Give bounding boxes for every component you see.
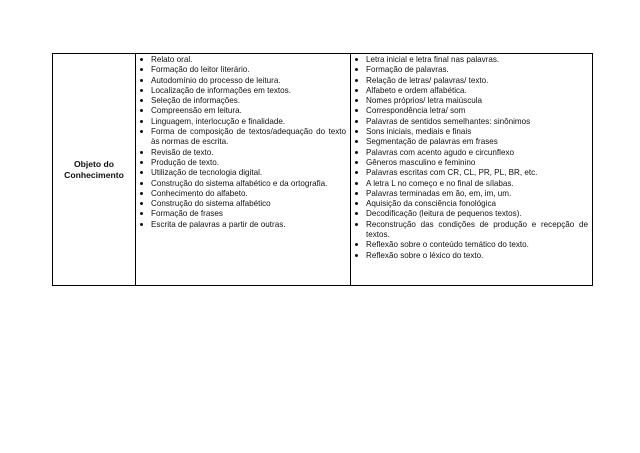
table-row [53, 54, 593, 286]
list-item-text: Reflexão sobre o conteúdo temático do texto. [366, 240, 529, 250]
list-item [355, 189, 588, 199]
list-item-text: Reconstrução das condições de produção e recepção de textos. [366, 219, 588, 240]
list-item [355, 148, 588, 158]
row-label [53, 159, 135, 181]
list-item [355, 55, 588, 65]
bullet-icon [140, 79, 143, 82]
bullet-icon [355, 161, 358, 164]
list-item-text: Palavras de sentidos semelhantes: sinônimos [366, 116, 531, 126]
bullet-icon [355, 140, 358, 143]
list-item [140, 199, 346, 209]
list-item-text: Construção do sistema alfabético [151, 199, 271, 209]
list-item-text: Escrita de palavras a partir de outras. [151, 219, 286, 229]
list-item-text: Decodificação (leitura de pequenos textos). [366, 209, 522, 219]
bullet-icon [355, 212, 358, 215]
list-item [355, 220, 588, 241]
bullet-icon [140, 89, 143, 92]
list-item-text: Segmentação de palavras em frases [366, 137, 498, 147]
list-item-text: Gêneros masculino e feminino [366, 157, 476, 167]
list-item-text: Correspondência letra/ som [366, 106, 466, 116]
curriculum-table [52, 53, 593, 286]
list-item-text: Palavras terminadas em ão, em, im, um. [366, 188, 512, 198]
bullet-icon [140, 212, 143, 215]
bullet-icon [140, 109, 143, 112]
list-item-text: Aquisição da consciência fonológica [366, 199, 497, 209]
list-item [140, 55, 346, 65]
list-item [355, 240, 588, 250]
list-item-text: A letra L no começo e no final de sílabas. [366, 178, 514, 188]
list-item [355, 127, 588, 137]
list-item-text: Relação de letras/ palavras/ texto. [366, 75, 489, 85]
list-item-text: Letra inicial e letra final nas palavras. [366, 55, 500, 64]
bullet-icon [355, 223, 358, 226]
list-item-text: Revisão de texto. [151, 147, 214, 157]
list-item-text: Autodomínio do processo de leitura. [151, 75, 281, 85]
list-item-text: Forma de composição de textos/adequação do texto às normas de escrita. [151, 127, 346, 147]
list-item-text: Produção de texto. [151, 157, 219, 167]
list-item [140, 189, 346, 199]
list-item-text: Construção do sistema alfabético e da ortografia. [151, 178, 328, 188]
list-item-text: Linguagem, interlocução e finalidade. [151, 116, 286, 126]
bullet-list-left [136, 54, 350, 230]
list-item-text: Palavras com acento agudo e circunflexo [366, 147, 515, 157]
list-item [140, 220, 346, 230]
row-label-line-1: Objeto do [73, 158, 115, 169]
list-item-text: Palavras escritas com CR, CL, PR, PL, BR, etc. [366, 168, 538, 178]
list-item-text: Formação de frases [151, 209, 223, 219]
bullet-icon [140, 58, 143, 61]
list-item-text: Formação do leitor literário. [151, 65, 250, 75]
bullet-icon [140, 192, 143, 195]
list-item [140, 96, 346, 106]
bullet-icon [355, 89, 358, 92]
list-item-text: Relato oral. [151, 55, 193, 64]
bullet-icon [355, 99, 358, 102]
list-item [355, 76, 588, 86]
list-item-text: Localização de informações em textos. [151, 85, 291, 95]
bullet-icon [355, 79, 358, 82]
list-item [355, 137, 588, 147]
list-item [355, 158, 588, 168]
bullet-icon [140, 130, 143, 133]
list-item [140, 168, 346, 178]
list-item-text: Reflexão sobre o léxico do texto. [366, 250, 484, 260]
list-item [140, 65, 346, 75]
list-item-text: Compreensão em leitura. [151, 106, 242, 116]
list-item [140, 179, 346, 189]
row-label-cell [53, 54, 136, 286]
bullet-icon [355, 254, 358, 257]
list-item [355, 179, 588, 189]
list-item [140, 86, 346, 96]
list-item [355, 86, 588, 96]
list-item-text: Formação de palavras. [366, 65, 449, 75]
bullet-icon [355, 68, 358, 71]
bullet-icon [140, 182, 143, 185]
bullet-icon [140, 120, 143, 123]
bullet-icon [355, 109, 358, 112]
bullet-icon [140, 151, 143, 154]
list-item [140, 209, 346, 219]
bullet-icon [355, 192, 358, 195]
bullet-icon [140, 99, 143, 102]
list-item-text: Conhecimento do alfabeto. [151, 188, 248, 198]
content-cell-right [351, 54, 593, 286]
bullet-icon [355, 151, 358, 154]
content-cell-left [136, 54, 351, 286]
bullet-icon [140, 223, 143, 226]
list-item [355, 117, 588, 127]
bullet-icon [355, 58, 358, 61]
list-item [355, 96, 588, 106]
list-item [355, 168, 588, 178]
list-item [140, 127, 346, 148]
list-item-text: Utilização de tecnologia digital. [151, 168, 263, 178]
bullet-icon [355, 130, 358, 133]
bullet-icon [140, 171, 143, 174]
list-item [355, 199, 588, 209]
list-item [140, 106, 346, 116]
list-item-text: Alfabeto e ordem alfabética. [366, 85, 467, 95]
bullet-list-right [351, 54, 592, 261]
list-item [140, 158, 346, 168]
bullet-icon [140, 68, 143, 71]
row-label-line-2: Conhecimento [64, 169, 124, 180]
list-item-text: Nomes próprios/ letra maiúscula [366, 96, 483, 106]
list-item [355, 65, 588, 75]
list-item [355, 106, 588, 116]
list-item-text: Sons iniciais, mediais e finais [366, 127, 472, 137]
list-item [140, 117, 346, 127]
list-item [140, 76, 346, 86]
list-item [355, 251, 588, 261]
bullet-icon [355, 171, 358, 174]
bullet-icon [355, 182, 358, 185]
list-item [140, 148, 346, 158]
bullet-icon [140, 202, 143, 205]
bullet-icon [355, 120, 358, 123]
bullet-icon [355, 202, 358, 205]
list-item-text: Seleção de informações. [151, 96, 241, 106]
list-item [355, 209, 588, 219]
bullet-icon [140, 161, 143, 164]
bullet-icon [355, 243, 358, 246]
